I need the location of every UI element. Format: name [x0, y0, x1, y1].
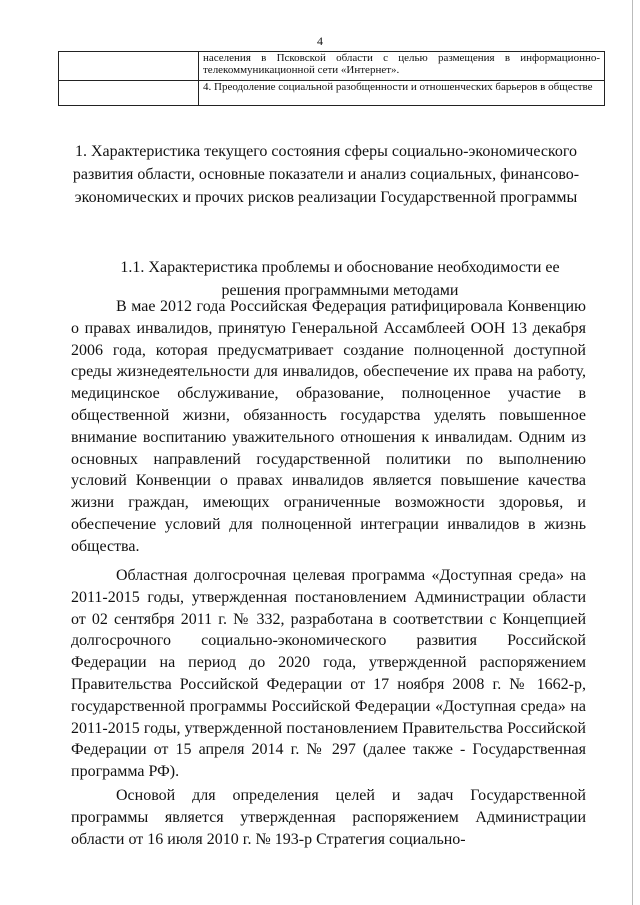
page-edge-line [632, 0, 633, 905]
table-row [59, 81, 605, 106]
page-number: 4 [317, 34, 323, 48]
continuation-table [58, 51, 605, 106]
subsection-heading: 1.1. Характеристика проблемы и обоснование необходимости ее решения программными методами [120, 259, 560, 299]
table-cell-right: населения в Псковской области с целью размещения в информационно-телекоммуникационной сети «Интернет». [199, 52, 605, 81]
table-row [59, 52, 605, 81]
paragraph: Основой для определения целей и задач Государственной программы является утвержденная распоряжением Администрации области от 16 июля 2010 г. № 193-р Стратегия социально- [71, 787, 586, 848]
section-heading: 1. Характеристика текущего состояния сферы социально-экономического развития области, основные показатели и анализ социальных, финансово-экономических и прочих рисков реализации Государственной программы [72, 143, 580, 206]
table-cell-right: 4. Преодоление социальной разобщенности и отношенческих барьеров в обществе [199, 81, 605, 106]
table-cell-left [59, 81, 199, 106]
paragraph: В мае 2012 года Российская Федерация ратифицировала Конвенцию о правах инвалидов, принятую Генеральной Ассамблеей ООН 13 декабря 2006 года, которая предусматривает создание полноценной доступной среды жизнедеятельности для инвалидов, обеспечение их права на работу, медицинское обслуживание, образование, полноценное участие в общественной жизни, обязанность государства уделять повышенное внимание воспитанию уважительного отношения к инвалидам. Одним из основных направлений государственной политики по выполнению условий Конвенции о правах инвалидов является повышение качества жизни граждан, имеющих ограниченные возможности здоровья, и обеспечение условий для полноценной интеграции инвалидов в жизнь общества. [71, 298, 586, 555]
paragraph: Областная долгосрочная целевая программа «Доступная среда» на 2011-2015 годы, утвержденная постановлением Администрации области от 02 сентября 2011 г. № 332, разработана в соответствии с Концепцией долгосрочного социально-экономического развития Российской Федерации на период до 2020 года, утвержденной распоряжением Правительства Российской Федерации от 17 ноября 2008 г. № 1662-р, государственной программы Российской Федерации «Доступная среда» на 2011-2015 годы, утвержденной постановлением Правительства Российской Федерации от 15 апреля 2014 г. № 297 (далее также - Государственная программа РФ). [71, 567, 586, 781]
table-cell-left [59, 52, 199, 81]
